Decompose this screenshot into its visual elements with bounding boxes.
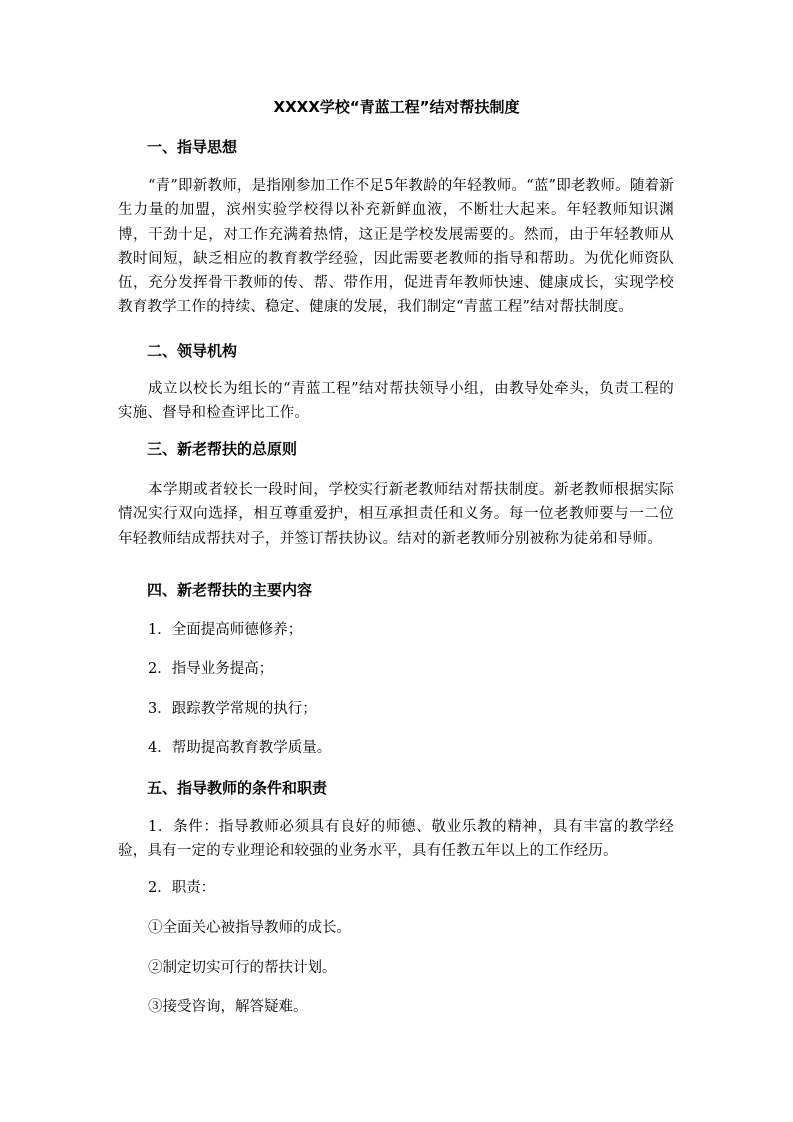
list-item: 2．指导业务提高； — [148, 661, 274, 677]
list-item: 3．跟踪教学常规的执行； — [148, 701, 317, 717]
section-paragraph-guiding-thought: “青”即新教师，是指刚参加工作不足5年教龄的年轻教师。“蓝”即老教师。随着新生力量的加盟，滨州实验学校得以补充新鲜血液，不断壮大起来。年轻教师知识渊博，干劲十足，对工作充满着热情，这正是学校发展需要的。然而，由于年轻教师从教时间短，缺乏相应的教育教学经验，因此需要老教师的指导和帮助。为优化师资队伍，充分发挥骨干教师的传、帮、带作用，促进青年教师快速、健康成长，实现学校教育教学工作的持续、稳定、健康的发展，我们制定“青蓝工程”结对帮扶制度。 — [118, 178, 674, 316]
document-title: XXXX学校“青蓝工程”结对帮扶制度 — [273, 98, 520, 116]
section-heading-leadership: 二、领导机构 — [147, 342, 238, 360]
section-heading-main-content: 四、新老帮扶的主要内容 — [147, 581, 313, 599]
section-heading-guiding-thought: 一、指导思想 — [147, 138, 238, 156]
list-item: ③接受咨询，解答疑难。 — [148, 999, 308, 1015]
section-heading-mentor: 五、指导教师的条件和职责 — [147, 779, 328, 797]
list-item: 4．帮助提高教育教学质量。 — [148, 740, 332, 756]
list-item: 1．全面提高师德修养； — [148, 622, 303, 638]
section-heading-principles: 三、新老帮扶的总原则 — [147, 440, 298, 458]
list-item: ②制定切实可行的帮扶计划。 — [148, 960, 337, 976]
section-paragraph-principles: 本学期或者较长一段时间，学校实行新老教师结对帮扶制度。新老教师根据实际情况实行双向选择，相互尊重爱护，相互承担责任和义务。每一位老教师要与一二位年轻教师结成帮扶对子，并签订帮扶协议。结对的新老教师分别被称为徒弟和导师。 — [118, 482, 674, 547]
list-item: ①全面关心被指导教师的成长。 — [148, 920, 351, 936]
section-paragraph-mentor-conditions: 1．条件：指导教师必须具有良好的师德、敬业乐教的精神，具有丰富的教学经验，具有一定的专业理论和较强的业务水平，具有任教五年以上的工作经历。 — [118, 819, 674, 860]
list-item: 2．职责： — [148, 880, 216, 896]
section-paragraph-leadership: 成立以校长为组长的“青蓝工程”结对帮扶领导小组，由教导处牵头，负责工程的实施、督导和检查评比工作。 — [118, 381, 674, 422]
